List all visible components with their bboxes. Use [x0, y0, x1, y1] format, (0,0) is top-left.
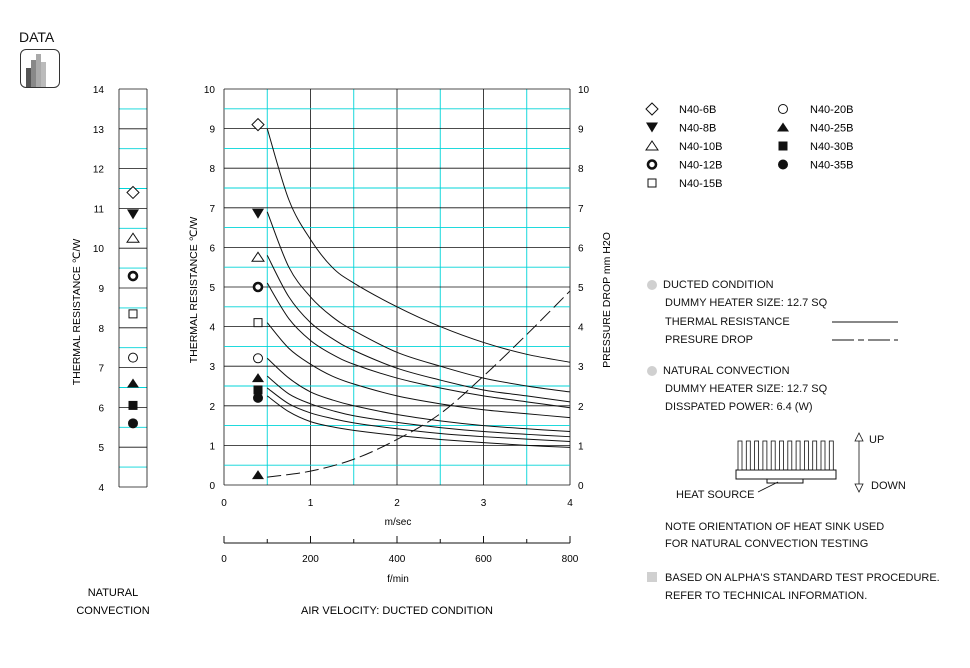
legend-label-n40-35b: N40-35B — [810, 159, 854, 172]
fmin-tick-label: 600 — [475, 554, 492, 565]
nat-y-tick-label: 8 — [98, 323, 104, 335]
nat-y-tick-label: 10 — [92, 244, 104, 256]
duct-y2-tick-label: 6 — [578, 243, 584, 255]
fmin-tick-label: 400 — [388, 554, 406, 565]
duct-y-axis-title: THERMAL RESISTANCE ℃/W — [188, 216, 200, 364]
nat-y-tick-label: 4 — [98, 483, 104, 494]
heat-sink-fin — [821, 441, 825, 470]
duct-y2-tick-label: 5 — [578, 283, 584, 294]
natural-convection-grid — [93, 85, 147, 494]
duct-y-tick-label: 6 — [209, 243, 215, 255]
legend-marker-n40-15b — [648, 179, 656, 187]
duct-y-tick-label: 2 — [209, 401, 215, 413]
duct-marker-n40-12b — [254, 283, 262, 291]
legend-marker-n40-8b — [646, 123, 658, 133]
nat-point-n40-20b — [129, 353, 138, 362]
heat-sink-fin — [755, 441, 759, 470]
dissipated-power: DISSPATED POWER: 6.4 (W) — [665, 401, 813, 413]
legend-label-n40-25b: N40-25B — [810, 122, 854, 135]
x-axis-title-msec: m/sec — [384, 517, 412, 528]
curve-n40-6b — [267, 129, 570, 363]
duct-marker-n40-15b — [254, 319, 262, 327]
legend-marker-n40-10b — [646, 141, 658, 150]
procedure-note-2: REFER TO TECHNICAL INFORMATION. — [665, 590, 868, 602]
legend-marker-n40-20b — [779, 105, 788, 114]
heat-source-block — [767, 479, 803, 483]
down-arrow-icon — [855, 484, 863, 492]
duct-y2-tick-label: 9 — [578, 124, 584, 136]
duct-y2-tick-label: 7 — [578, 203, 584, 215]
heat-sink-fin — [829, 441, 833, 470]
orientation-note-2: FOR NATURAL CONVECTION TESTING — [665, 538, 869, 550]
thermal-resistance-key: THERMAL RESISTANCE — [665, 316, 790, 328]
curve-n40-20b — [267, 358, 570, 431]
duct-y2-tick-label: 0 — [578, 481, 584, 492]
duct-y2-tick-label: 3 — [578, 362, 584, 374]
legend-marker-n40-35b — [778, 160, 788, 170]
orientation-note-1: NOTE ORIENTATION OF HEAT SINK USED — [665, 521, 885, 533]
duct-x-tick-label: 2 — [394, 498, 400, 509]
nat-point-n40-30b — [129, 401, 138, 410]
markers-layer — [252, 119, 264, 479]
ducted-heater-size: DUMMY HEATER SIZE: 12.7 SQ — [665, 297, 828, 309]
nat-y-tick-label: 11 — [93, 204, 104, 216]
ducted-bullet — [647, 280, 657, 290]
duct-y-tick-label: 4 — [209, 322, 215, 334]
duct-y2-tick-label: 1 — [578, 441, 584, 453]
duct-y-tick-label: 8 — [209, 164, 215, 176]
duct-y-tick-label: 3 — [209, 362, 215, 374]
duct-y2-tick-label: 2 — [578, 401, 584, 413]
nat-y-tick-label: 12 — [92, 164, 104, 176]
duct-x-tick-label: 3 — [480, 498, 487, 509]
legend-marker-n40-12b — [648, 161, 656, 169]
duct-y-tick-label: 9 — [209, 124, 215, 136]
fmin-tick-label: 200 — [302, 554, 319, 565]
legend-label-n40-10b: N40-10B — [679, 141, 723, 153]
duct-marker-n40-10b — [252, 252, 264, 261]
natural-caption-1: NATURAL — [87, 587, 139, 599]
curve-n40-12b — [267, 283, 570, 408]
curve-n40-35b — [267, 396, 570, 447]
nat-point-n40-15b — [129, 310, 137, 318]
nat-point-n40-8b — [127, 209, 139, 219]
procedure-note-1: BASED ON ALPHA'S STANDARD TEST PROCEDURE. — [665, 572, 940, 584]
nat-y-axis-title: THERMAL RESISTANCE ℃/W — [71, 238, 83, 386]
curve-n40-8b — [267, 212, 570, 392]
fmin-tick-label: 800 — [561, 554, 579, 565]
legend-label-n40-30b: N40-30B — [810, 141, 854, 153]
nat-y-tick-label: 7 — [98, 363, 104, 375]
duct-y2-tick-label: 4 — [578, 322, 584, 334]
duct-marker-n40-35b — [253, 393, 263, 403]
duct-y-tick-label: 10 — [203, 85, 215, 96]
heat-sink-diagram — [736, 433, 863, 492]
x-axis-title-fmin: f/min — [387, 574, 409, 585]
duct-y2-axis-title: PRESSURE DROP mm H2O — [601, 232, 613, 368]
heat-sink-fin — [788, 441, 792, 470]
curve-n40-10b — [267, 255, 570, 402]
pressure-drop-key: PRESURE DROP — [665, 334, 754, 346]
natural-title: NATURAL CONVECTION — [663, 365, 790, 377]
legend-label-n40-12b: N40-12B — [679, 159, 723, 172]
duct-x-tick-label: 4 — [567, 498, 573, 509]
duct-y-tick-label: 5 — [209, 283, 215, 294]
heat-sink-fin — [738, 441, 742, 470]
fmin-tick-label: 0 — [221, 554, 227, 565]
nat-point-n40-10b — [127, 233, 139, 242]
heat-sink-fin — [763, 441, 767, 470]
nat-y-tick-label: 9 — [98, 284, 104, 295]
curve-pressure-drop — [267, 291, 570, 477]
duct-y-tick-label: 0 — [209, 481, 215, 492]
duct-y-tick-label: 7 — [209, 203, 215, 215]
legend-label-n40-6b: N40-6B — [679, 104, 717, 116]
duct-marker-n40-20b — [254, 354, 263, 363]
heat-sink-base — [736, 470, 836, 479]
natural-heater-size: DUMMY HEATER SIZE: 12.7 SQ — [665, 383, 828, 395]
legend-label-n40-15b: N40-15B — [679, 178, 723, 190]
nat-y-tick-label: 14 — [92, 85, 104, 96]
nat-point-n40-35b — [128, 418, 138, 428]
duct-marker-n40-25b — [252, 373, 264, 382]
heat-sink-fin — [796, 441, 800, 470]
curve-n40-15b — [267, 323, 570, 418]
legend-marker-n40-30b — [779, 142, 788, 151]
heat-sink-fin — [771, 441, 775, 470]
duct-x-tick-label: 1 — [307, 498, 314, 509]
nat-y-tick-label: 6 — [98, 403, 104, 415]
heat-source-label: HEAT SOURCE — [676, 489, 755, 501]
up-label: UP — [869, 434, 885, 446]
duct-y2-tick-label: 10 — [578, 85, 590, 96]
legend-marker-n40-25b — [777, 123, 789, 132]
legend-label-n40-8b: N40-8B — [679, 122, 717, 135]
heat-sink-fin — [780, 441, 784, 470]
duct-y-tick-label: 1 — [209, 441, 215, 453]
down-label: DOWN — [871, 480, 906, 492]
legend-marker-n40-6b — [646, 103, 658, 115]
data-label: DATA — [19, 29, 55, 45]
nat-y-tick-label: 13 — [92, 124, 104, 136]
legend — [646, 103, 853, 190]
heat-sink-fin — [746, 441, 750, 470]
natural-bullet — [647, 366, 657, 376]
duct-y2-tick-label: 8 — [578, 164, 584, 176]
nat-point-n40-12b — [129, 272, 137, 280]
legend-label-n40-20b: N40-20B — [810, 104, 854, 116]
natural-caption-2: CONVECTION — [76, 605, 150, 617]
nat-y-tick-label: 5 — [98, 443, 104, 455]
duct-marker-n40-8b — [252, 209, 264, 219]
procedure-bullet — [647, 572, 657, 582]
air-velocity-caption: AIR VELOCITY: DUCTED CONDITION — [301, 605, 493, 617]
duct-x-tick-label: 0 — [221, 498, 227, 509]
curves-layer — [267, 129, 570, 477]
heat-sink-fin — [804, 441, 808, 470]
nat-point-n40-25b — [127, 379, 139, 388]
up-arrow-icon — [855, 433, 863, 441]
duct-marker-pressure-drop — [252, 470, 264, 479]
ducted-title: DUCTED CONDITION — [663, 279, 774, 291]
heat-sink-fin — [813, 441, 817, 470]
